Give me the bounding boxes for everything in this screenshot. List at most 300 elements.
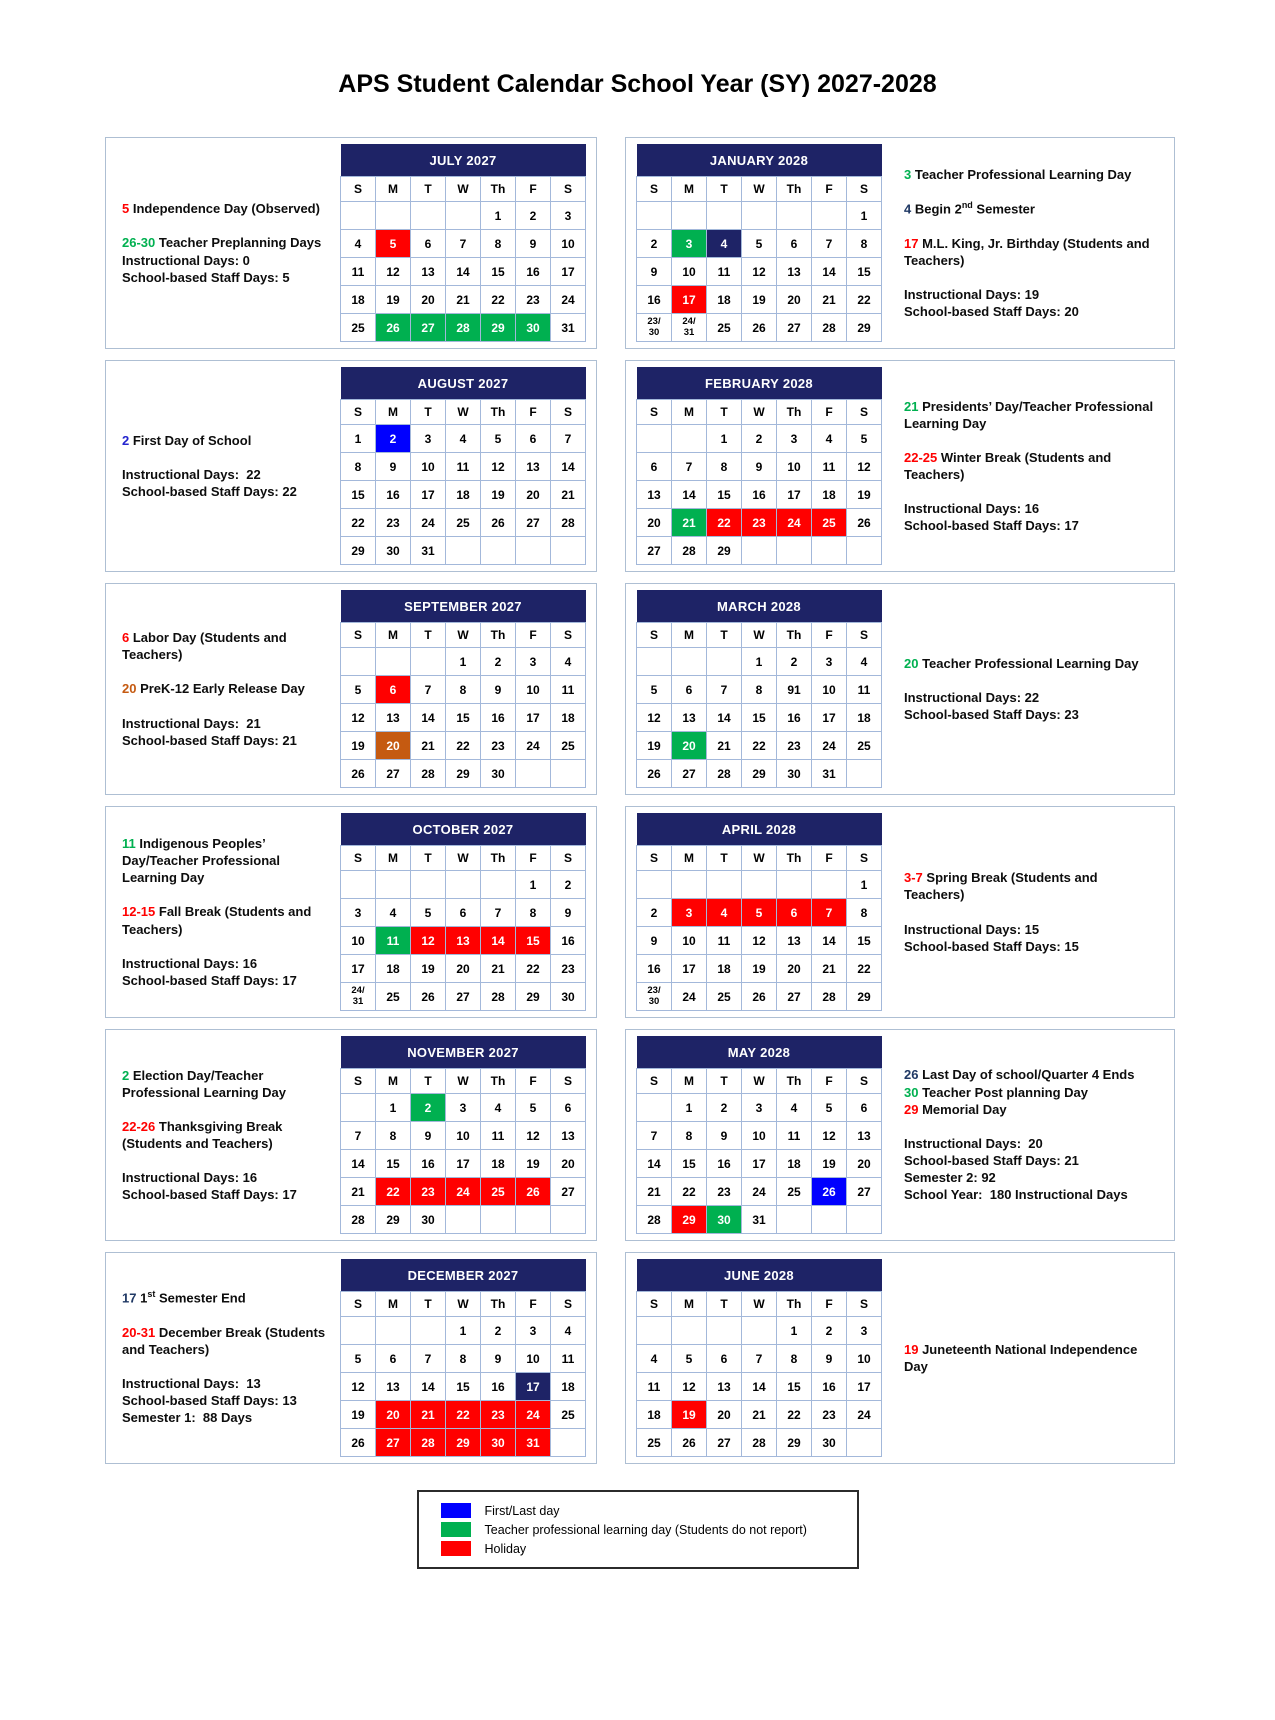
day-cell: 5 bbox=[516, 1094, 551, 1122]
day-cell: 3 bbox=[777, 425, 812, 453]
day-cell bbox=[707, 871, 742, 899]
day-cell: 11 bbox=[341, 258, 376, 286]
day-cell bbox=[742, 537, 777, 565]
note-line: Instructional Days: 16 bbox=[122, 1170, 258, 1186]
day-cell: 5 bbox=[742, 899, 777, 927]
day-cell: 20 bbox=[376, 732, 411, 760]
day-cell: 24 bbox=[847, 1401, 882, 1429]
week-row bbox=[341, 1122, 586, 1150]
note-date: 3 bbox=[904, 166, 915, 182]
note-line: School Year: 180 Instructional Days bbox=[904, 1187, 1128, 1203]
day-cell: 28 bbox=[481, 983, 516, 1011]
weekday-cell: W bbox=[742, 623, 777, 648]
week-row bbox=[341, 230, 586, 258]
day-cell: 19 bbox=[812, 1150, 847, 1178]
day-cell: 23/ 30 bbox=[637, 983, 672, 1011]
day-cell: 7 bbox=[551, 425, 586, 453]
day-cell: 13 bbox=[672, 704, 707, 732]
day-cell: 12 bbox=[516, 1122, 551, 1150]
note-date: 30 bbox=[904, 1084, 923, 1100]
day-cell: 1 bbox=[847, 202, 882, 230]
day-cell bbox=[707, 648, 742, 676]
week-row bbox=[637, 230, 882, 258]
day-cell: 31 bbox=[411, 537, 446, 565]
day-cell: 14 bbox=[707, 704, 742, 732]
day-cell: 16 bbox=[551, 927, 586, 955]
note-line: School-based Staff Days: 5 bbox=[122, 269, 290, 285]
note-block bbox=[904, 1341, 1158, 1375]
day-cell bbox=[637, 1317, 672, 1345]
day-cell: 9 bbox=[637, 258, 672, 286]
day-cell bbox=[742, 871, 777, 899]
day-cell: 12 bbox=[341, 1373, 376, 1401]
note-block bbox=[122, 200, 330, 217]
teacher-professional-learning-day-swatch bbox=[441, 1522, 471, 1537]
day-cell: 25 bbox=[777, 1178, 812, 1206]
day-cell: 3 bbox=[341, 899, 376, 927]
day-cell bbox=[777, 871, 812, 899]
note-block bbox=[904, 1066, 1158, 1117]
day-cell bbox=[376, 202, 411, 230]
day-cell: 22 bbox=[847, 955, 882, 983]
month-box-march-2028 bbox=[625, 583, 1175, 795]
day-cell: 23 bbox=[551, 955, 586, 983]
week-row bbox=[637, 537, 882, 565]
weekday-row bbox=[341, 177, 586, 202]
day-cell: 9 bbox=[481, 676, 516, 704]
note-block bbox=[122, 1289, 330, 1306]
day-cell: 30 bbox=[551, 983, 586, 1011]
note-date: 26 bbox=[904, 1067, 923, 1083]
day-cell: 28 bbox=[672, 537, 707, 565]
day-cell: 14 bbox=[637, 1150, 672, 1178]
note-line: School-based Staff Days: 17 bbox=[904, 518, 1079, 534]
month-table bbox=[340, 590, 586, 788]
week-row bbox=[341, 1373, 586, 1401]
day-cell: 5 bbox=[847, 425, 882, 453]
day-cell: 6 bbox=[672, 676, 707, 704]
day-cell bbox=[481, 1206, 516, 1234]
day-cell: 10 bbox=[777, 453, 812, 481]
day-cell: 2 bbox=[481, 648, 516, 676]
note-date: 4 bbox=[904, 201, 915, 217]
day-cell: 27 bbox=[637, 537, 672, 565]
week-row bbox=[341, 760, 586, 788]
day-cell: 11 bbox=[847, 676, 882, 704]
day-cell: 30 bbox=[376, 537, 411, 565]
month-notes bbox=[122, 200, 340, 286]
day-cell bbox=[341, 1094, 376, 1122]
week-row bbox=[637, 1429, 882, 1457]
week-row bbox=[341, 202, 586, 230]
day-cell: 6 bbox=[637, 453, 672, 481]
weekday-cell: W bbox=[446, 623, 481, 648]
note-date: 2 bbox=[122, 1067, 133, 1083]
month-header-row bbox=[341, 144, 586, 177]
note-date: 17 bbox=[122, 1290, 141, 1306]
note-date: 20 bbox=[122, 681, 141, 697]
day-cell: 9 bbox=[637, 927, 672, 955]
day-cell: 11 bbox=[551, 676, 586, 704]
day-cell: 8 bbox=[707, 453, 742, 481]
day-cell: 10 bbox=[341, 927, 376, 955]
day-cell: 26 bbox=[637, 760, 672, 788]
legend-label: First/Last day bbox=[484, 1503, 560, 1518]
day-cell: 1 bbox=[376, 1094, 411, 1122]
month-notes bbox=[122, 835, 340, 989]
weekday-cell: F bbox=[812, 1069, 847, 1094]
day-cell: 30 bbox=[516, 314, 551, 342]
day-cell: 18 bbox=[707, 286, 742, 314]
weekday-cell: S bbox=[847, 400, 882, 425]
day-cell: 5 bbox=[812, 1094, 847, 1122]
week-row bbox=[637, 425, 882, 453]
day-cell: 14 bbox=[812, 927, 847, 955]
day-cell: 6 bbox=[446, 899, 481, 927]
day-cell bbox=[637, 648, 672, 676]
note-date: 12-15 bbox=[122, 904, 159, 920]
day-cell bbox=[481, 871, 516, 899]
day-cell: 19 bbox=[516, 1150, 551, 1178]
day-cell: 21 bbox=[812, 286, 847, 314]
day-cell: 7 bbox=[812, 899, 847, 927]
day-cell: 29 bbox=[516, 983, 551, 1011]
day-cell bbox=[707, 202, 742, 230]
note-block bbox=[904, 921, 1158, 955]
day-cell: 17 bbox=[551, 258, 586, 286]
day-cell: 6 bbox=[376, 1345, 411, 1373]
weekday-cell: S bbox=[341, 400, 376, 425]
note-block bbox=[122, 1324, 330, 1358]
week-row bbox=[341, 927, 586, 955]
day-cell: 12 bbox=[481, 453, 516, 481]
note-line: Instructional Days: 16 bbox=[904, 501, 1040, 517]
month-table bbox=[636, 144, 882, 342]
week-row bbox=[341, 704, 586, 732]
day-cell: 1 bbox=[481, 202, 516, 230]
day-cell: 8 bbox=[481, 230, 516, 258]
note-line: 4 Begin 2nd Semester bbox=[904, 200, 1035, 217]
legend-label: Holiday bbox=[484, 1541, 527, 1556]
month-header-row bbox=[637, 144, 882, 177]
weekday-cell: S bbox=[551, 1292, 586, 1317]
day-cell: 29 bbox=[742, 760, 777, 788]
day-cell: 15 bbox=[777, 1373, 812, 1401]
calendar-row bbox=[105, 583, 1175, 795]
day-cell bbox=[446, 202, 481, 230]
month-header-row bbox=[341, 367, 586, 400]
weekday-row bbox=[637, 1292, 882, 1317]
day-cell: 24 bbox=[551, 286, 586, 314]
note-block bbox=[904, 869, 1158, 903]
week-row bbox=[637, 202, 882, 230]
day-cell: 18 bbox=[777, 1150, 812, 1178]
day-cell: 21 bbox=[742, 1401, 777, 1429]
weekday-cell: S bbox=[847, 846, 882, 871]
weekday-row bbox=[637, 400, 882, 425]
day-cell: 15 bbox=[446, 1373, 481, 1401]
weekday-cell: S bbox=[341, 1069, 376, 1094]
week-row bbox=[637, 1150, 882, 1178]
day-cell: 18 bbox=[551, 1373, 586, 1401]
week-row bbox=[637, 676, 882, 704]
day-cell: 26 bbox=[847, 509, 882, 537]
day-cell: 29 bbox=[481, 314, 516, 342]
day-cell bbox=[551, 1206, 586, 1234]
month-notes bbox=[882, 869, 1158, 955]
day-cell: 8 bbox=[516, 899, 551, 927]
month-box-october-2027 bbox=[105, 806, 597, 1018]
day-cell: 27 bbox=[847, 1178, 882, 1206]
day-cell: 8 bbox=[341, 453, 376, 481]
day-cell: 4 bbox=[847, 648, 882, 676]
weekday-cell: S bbox=[551, 1069, 586, 1094]
day-cell: 21 bbox=[411, 732, 446, 760]
day-cell bbox=[637, 202, 672, 230]
note-block bbox=[122, 432, 330, 449]
week-row bbox=[341, 1178, 586, 1206]
day-cell: 1 bbox=[446, 1317, 481, 1345]
day-cell: 8 bbox=[376, 1122, 411, 1150]
note-line: 19 Juneteenth National Independence Day bbox=[904, 1341, 1141, 1374]
day-cell: 14 bbox=[341, 1150, 376, 1178]
day-cell: 18 bbox=[376, 955, 411, 983]
day-cell: 91 bbox=[777, 676, 812, 704]
note-block bbox=[122, 955, 330, 989]
weekday-cell: M bbox=[672, 1292, 707, 1317]
day-cell: 18 bbox=[812, 481, 847, 509]
month-table bbox=[340, 367, 586, 565]
day-cell: 28 bbox=[812, 314, 847, 342]
day-cell: 4 bbox=[376, 899, 411, 927]
weekday-cell: S bbox=[637, 846, 672, 871]
day-cell: 28 bbox=[812, 983, 847, 1011]
weekday-cell: W bbox=[742, 177, 777, 202]
weekday-cell: Th bbox=[777, 400, 812, 425]
week-row bbox=[637, 983, 882, 1011]
day-cell: 2 bbox=[637, 230, 672, 258]
note-line: Instructional Days: 19 bbox=[904, 286, 1040, 302]
weekday-cell: S bbox=[847, 623, 882, 648]
day-cell: 23 bbox=[516, 286, 551, 314]
day-cell: 22 bbox=[446, 1401, 481, 1429]
month-title: SEPTEMBER 2027 bbox=[341, 590, 586, 623]
day-cell: 25 bbox=[446, 509, 481, 537]
weekday-cell: W bbox=[446, 1069, 481, 1094]
day-cell bbox=[411, 871, 446, 899]
day-cell: 20 bbox=[777, 955, 812, 983]
day-cell: 27 bbox=[777, 314, 812, 342]
day-cell: 1 bbox=[446, 648, 481, 676]
weekday-cell: Th bbox=[481, 623, 516, 648]
month-box-january-2028 bbox=[625, 137, 1175, 349]
day-cell: 25 bbox=[376, 983, 411, 1011]
day-cell: 24 bbox=[411, 509, 446, 537]
week-row bbox=[637, 1345, 882, 1373]
week-row bbox=[341, 899, 586, 927]
day-cell: 28 bbox=[446, 314, 481, 342]
day-cell: 12 bbox=[411, 927, 446, 955]
week-row bbox=[341, 314, 586, 342]
day-cell: 3 bbox=[446, 1094, 481, 1122]
day-cell bbox=[516, 760, 551, 788]
day-cell: 11 bbox=[707, 927, 742, 955]
weekday-cell: S bbox=[847, 177, 882, 202]
page-title: APS Student Calendar School Year (SY) 2027-2028 bbox=[338, 70, 937, 98]
day-cell: 29 bbox=[376, 1206, 411, 1234]
day-cell: 8 bbox=[446, 1345, 481, 1373]
day-cell: 2 bbox=[777, 648, 812, 676]
calendar-row bbox=[105, 806, 1175, 1018]
day-cell: 21 bbox=[341, 1178, 376, 1206]
weekday-cell: M bbox=[376, 1292, 411, 1317]
day-cell: 20 bbox=[551, 1150, 586, 1178]
day-cell: 1 bbox=[742, 648, 777, 676]
month-box-june-2028 bbox=[625, 1252, 1175, 1464]
day-cell: 7 bbox=[481, 899, 516, 927]
day-cell bbox=[341, 871, 376, 899]
day-cell bbox=[376, 871, 411, 899]
day-cell bbox=[777, 537, 812, 565]
day-cell: 20 bbox=[672, 732, 707, 760]
day-cell: 19 bbox=[742, 955, 777, 983]
day-cell: 23 bbox=[777, 732, 812, 760]
note-block bbox=[904, 1135, 1158, 1204]
note-date: 20 bbox=[904, 655, 923, 671]
day-cell: 26 bbox=[516, 1178, 551, 1206]
weekday-cell: S bbox=[551, 400, 586, 425]
day-cell bbox=[411, 648, 446, 676]
day-cell: 21 bbox=[446, 286, 481, 314]
day-cell bbox=[672, 202, 707, 230]
day-cell: 25 bbox=[551, 732, 586, 760]
day-cell: 19 bbox=[341, 1401, 376, 1429]
note-block bbox=[122, 715, 330, 749]
weekday-cell: S bbox=[637, 400, 672, 425]
note-line: Semester 2: 92 bbox=[904, 1170, 996, 1186]
day-cell: 21 bbox=[637, 1178, 672, 1206]
day-cell: 4 bbox=[637, 1345, 672, 1373]
note-block bbox=[122, 1169, 330, 1203]
note-line: 6 Labor Day (Students and Teachers) bbox=[122, 630, 291, 663]
month-header-row bbox=[637, 367, 882, 400]
week-row bbox=[637, 481, 882, 509]
day-cell: 6 bbox=[707, 1345, 742, 1373]
day-cell: 15 bbox=[376, 1150, 411, 1178]
day-cell: 15 bbox=[847, 258, 882, 286]
note-line: 11 Indigenous Peoples’ Day/Teacher Professional Learning Day bbox=[122, 835, 284, 886]
day-cell: 7 bbox=[341, 1122, 376, 1150]
day-cell bbox=[847, 537, 882, 565]
week-row bbox=[637, 314, 882, 342]
day-cell: 25 bbox=[707, 314, 742, 342]
day-cell: 8 bbox=[847, 899, 882, 927]
weekday-row bbox=[637, 846, 882, 871]
week-row bbox=[341, 1317, 586, 1345]
note-line: 3 Teacher Professional Learning Day bbox=[904, 166, 1132, 182]
weekday-cell: S bbox=[341, 177, 376, 202]
day-cell: 25 bbox=[637, 1429, 672, 1457]
week-row bbox=[637, 927, 882, 955]
weekday-cell: S bbox=[847, 1069, 882, 1094]
day-cell: 27 bbox=[516, 509, 551, 537]
weekday-cell: W bbox=[446, 177, 481, 202]
day-cell: 14 bbox=[446, 258, 481, 286]
day-cell: 3 bbox=[672, 230, 707, 258]
day-cell: 11 bbox=[707, 258, 742, 286]
month-header-row bbox=[637, 1036, 882, 1069]
note-block bbox=[122, 680, 330, 697]
week-row bbox=[637, 258, 882, 286]
day-cell: 6 bbox=[777, 899, 812, 927]
day-cell: 3 bbox=[812, 648, 847, 676]
month-title: DECEMBER 2027 bbox=[341, 1259, 586, 1292]
day-cell: 21 bbox=[481, 955, 516, 983]
day-cell: 29 bbox=[847, 983, 882, 1011]
week-row bbox=[637, 1094, 882, 1122]
day-cell: 5 bbox=[411, 899, 446, 927]
note-line: Instructional Days: 16 bbox=[122, 955, 258, 971]
day-cell: 9 bbox=[411, 1122, 446, 1150]
day-cell: 3 bbox=[551, 202, 586, 230]
day-cell: 7 bbox=[707, 676, 742, 704]
day-cell: 7 bbox=[446, 230, 481, 258]
day-cell: 12 bbox=[742, 927, 777, 955]
note-line: Semester 1: 88 Days bbox=[122, 1410, 253, 1426]
day-cell: 25 bbox=[812, 509, 847, 537]
weekday-cell: M bbox=[672, 623, 707, 648]
day-cell: 4 bbox=[551, 1317, 586, 1345]
day-cell bbox=[847, 760, 882, 788]
day-cell: 26 bbox=[672, 1429, 707, 1457]
week-row bbox=[637, 760, 882, 788]
weekday-cell: S bbox=[341, 846, 376, 871]
weekday-row bbox=[341, 623, 586, 648]
month-header-row bbox=[341, 813, 586, 846]
note-block bbox=[904, 200, 1158, 217]
day-cell: 5 bbox=[376, 230, 411, 258]
day-cell: 17 bbox=[672, 286, 707, 314]
day-cell: 24 bbox=[672, 983, 707, 1011]
week-row bbox=[341, 955, 586, 983]
legend-item-holiday bbox=[441, 1539, 847, 1558]
day-cell bbox=[637, 1094, 672, 1122]
day-cell: 1 bbox=[516, 871, 551, 899]
note-block bbox=[904, 235, 1158, 269]
weekday-cell: S bbox=[341, 1292, 376, 1317]
calendar-grid bbox=[0, 137, 1275, 1464]
weekday-cell: S bbox=[637, 1292, 672, 1317]
note-line: 22-26 Thanksgiving Break (Students and Teachers) bbox=[122, 1118, 287, 1151]
week-row bbox=[341, 983, 586, 1011]
month-title: JANUARY 2028 bbox=[637, 144, 882, 177]
day-cell: 9 bbox=[481, 1345, 516, 1373]
day-cell: 13 bbox=[707, 1373, 742, 1401]
day-cell: 10 bbox=[516, 676, 551, 704]
day-cell bbox=[672, 648, 707, 676]
weekday-row bbox=[341, 1292, 586, 1317]
note-line: School-based Staff Days: 17 bbox=[122, 1187, 297, 1203]
day-cell bbox=[516, 537, 551, 565]
weekday-cell: M bbox=[376, 400, 411, 425]
day-cell: 27 bbox=[376, 760, 411, 788]
day-cell: 1 bbox=[672, 1094, 707, 1122]
note-line: 26-30 Teacher Preplanning Days bbox=[122, 235, 322, 251]
day-cell: 22 bbox=[847, 286, 882, 314]
day-cell: 23/ 30 bbox=[637, 314, 672, 342]
note-line: 17 M.L. King, Jr. Birthday (Students and Teachers) bbox=[904, 235, 1154, 268]
week-row bbox=[637, 286, 882, 314]
